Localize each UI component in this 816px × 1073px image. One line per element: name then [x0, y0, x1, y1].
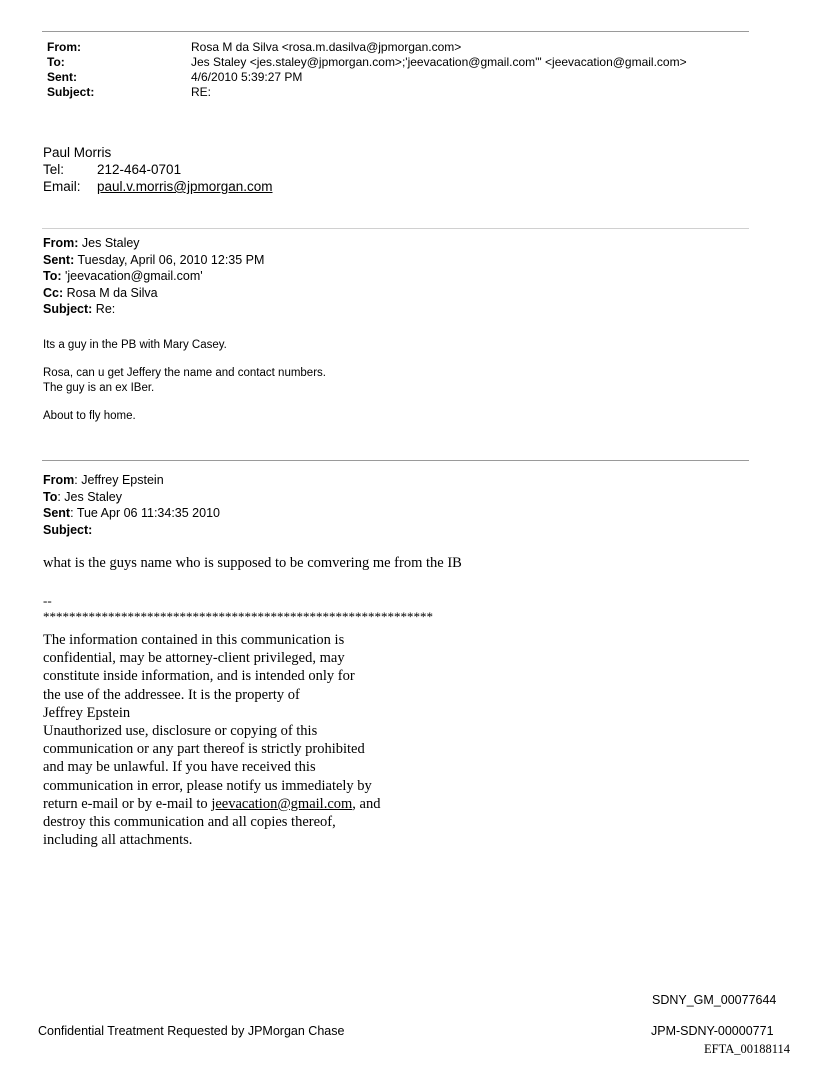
top-divider: [42, 31, 749, 32]
disclaimer-line: Unauthorized use, disclosure or copying of this: [43, 723, 318, 740]
m1-cc-label: Cc:: [43, 285, 64, 300]
m1-from-value: Jes Staley: [78, 236, 140, 250]
m1-body-line: The guy is an ex IBer.: [43, 382, 155, 394]
message2-header: [43, 472, 220, 538]
from-value: Rosa M da Silva <rosa.m.dasilva@jpmorgan.com>: [191, 40, 462, 54]
m1-body-line: Rosa, can u get Jeffery the name and contact numbers.: [43, 367, 326, 379]
to-value: Jes Staley <jes.staley@jpmorgan.com>;'jeevacation@gmail.com'" <jeevacation@gmail.com>: [191, 55, 687, 69]
m1-cc-value: Rosa M da Silva: [63, 285, 158, 300]
disclaimer-line: the use of the addressee. It is the property of: [43, 686, 300, 703]
disclaimer-line: and may be unlawful. If you have received this: [43, 759, 316, 776]
m1-sent-label: Sent:: [43, 252, 75, 267]
bates-efta: EFTA_00188114: [704, 1042, 791, 1056]
disclaimer-line: confidential, may be attorney-client privileged, may: [43, 650, 345, 667]
m1-to-label: To:: [43, 269, 62, 283]
top-email-header: [47, 40, 687, 100]
signature-separator: --: [43, 593, 52, 608]
to-label: To:: [47, 55, 65, 69]
signature-name: Paul Morris: [43, 145, 112, 160]
disclaimer-text: , and: [352, 795, 381, 812]
message1-header: [43, 235, 264, 318]
signature-block: [43, 144, 273, 195]
m1-body-line: Its a guy in the PB with Mary Casey.: [43, 339, 227, 351]
m1-to-value: 'jeevacation@gmail.com': [61, 269, 203, 283]
message1-divider: [42, 228, 749, 229]
m2-to-label: To: [43, 489, 58, 504]
disclaimer-line: communication or any part thereof is strictly prohibited: [43, 741, 365, 758]
bates-sdny: SDNY_GM_00077644: [652, 993, 777, 1007]
disclaimer-line: [43, 795, 380, 813]
subject-value: RE:: [191, 85, 212, 99]
confidential-footer: Confidential Treatment Requested by JPMorgan Chase: [38, 1024, 345, 1038]
message2-divider: [42, 460, 749, 461]
message1-body: [43, 338, 326, 437]
disclaimer-text: return e-mail or by e-mail to: [43, 795, 212, 812]
disclaimer-line: Jeffrey Epstein: [43, 704, 131, 721]
m1-subject-value: Re:: [92, 302, 116, 316]
m1-sent-value: Tuesday, April 06, 2010 12:35 PM: [74, 252, 265, 267]
m2-subject-label: Subject: [43, 522, 89, 537]
sent-label: Sent:: [47, 70, 77, 84]
signature-email-link[interactable]: paul.v.morris@jpmorgan.com: [97, 179, 273, 194]
m2-from-label: From: [43, 473, 75, 487]
subject-label: Subject:: [47, 85, 95, 99]
tel-value: 212-464-0701: [97, 162, 182, 177]
asterisk-divider: ************************************************************: [43, 609, 433, 624]
disclaimer-line: including all attachments.: [43, 832, 193, 849]
disclaimer-line: The information contained in this communication is: [43, 632, 345, 648]
confidentiality-disclaimer: [43, 631, 380, 849]
m1-subject-label: Subject:: [43, 302, 93, 316]
sent-value: 4/6/2010 5:39:27 PM: [191, 70, 303, 84]
disclaimer-line: constitute inside information, and is intended only for: [43, 668, 355, 685]
m2-sent-label: Sent: [43, 506, 71, 520]
m2-from-value: : Jeffrey Epstein: [74, 473, 164, 487]
m2-sent-value: : Tue Apr 06 11:34:35 2010: [70, 506, 220, 520]
disclaimer-line: destroy this communication and all copies thereof,: [43, 814, 336, 831]
from-label: From:: [47, 40, 81, 54]
email-label: Email:: [43, 179, 81, 194]
m2-subject-value: :: [88, 522, 93, 537]
m1-body-line: About to fly home.: [43, 410, 136, 422]
disclaimer-email-link[interactable]: jeevacation@gmail.com: [211, 795, 353, 812]
message2-body: what is the guys name who is supposed to be comvering me from the IB: [43, 555, 462, 571]
disclaimer-line: communication in error, please notify us immediately by: [43, 777, 372, 794]
tel-label: Tel:: [43, 162, 65, 177]
bates-jpm: JPM-SDNY-00000771: [651, 1024, 774, 1038]
m1-from-label: From:: [43, 236, 79, 250]
m2-to-value: : Jes Staley: [57, 489, 122, 504]
